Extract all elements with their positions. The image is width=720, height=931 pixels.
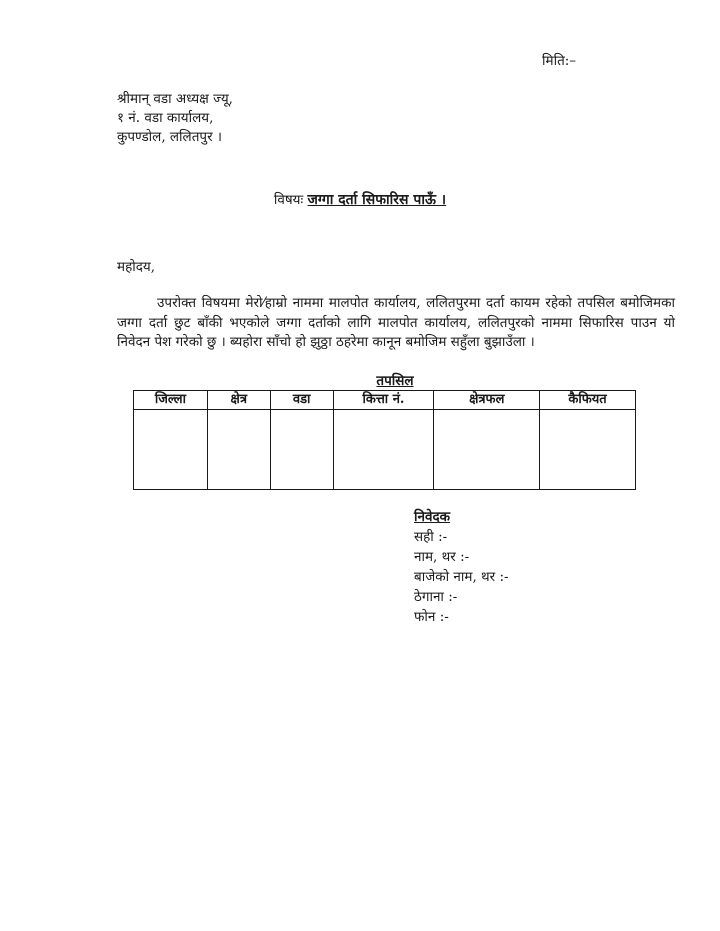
land-detail-table [133, 390, 636, 490]
table-row [134, 410, 636, 490]
recipient-line-1: श्रीमान् वडा अध्यक्ष ज्यू, [117, 91, 233, 107]
applicant-block [414, 508, 509, 628]
table-cell [434, 410, 540, 490]
table-cell [270, 410, 333, 490]
recipient-line-3: कुपण्डोल, ललितपुर । [117, 129, 222, 145]
applicant-phone: फोन :- [414, 609, 449, 625]
subject-label: विषयः [273, 192, 304, 208]
subject-text: जग्गा दर्ता सिफारिस पाऊँ । [307, 192, 447, 208]
table-title: तपसिल [376, 373, 414, 389]
table-header-row [134, 391, 636, 410]
column-header-remarks: कैफियत [540, 391, 636, 410]
column-header-ward: वडा [270, 391, 333, 410]
subject-line [0, 191, 720, 209]
recipient-address [117, 90, 233, 147]
column-header-district: जिल्ला [134, 391, 208, 410]
applicant-signature: सही :- [414, 529, 448, 545]
table-cell [333, 410, 434, 490]
column-header-land-size: क्षेत्रफल [434, 391, 540, 410]
applicant-heading: निवेदक [414, 509, 451, 525]
applicant-name: नाम, थर :- [414, 549, 470, 565]
body-paragraph: उपरोक्त विषयमा मेरो⁄हाम्रो नाममा मालपोत कार्यालय, ललितपुरमा दर्ता कायम रहेको तपसिल बमोजिमका जग्गा दर्ता छुट बाँकी भएकोले जग्गा दर्ताको लागि मालपोत कार्यालय, ललितपुरको नाममा सिफारिस पाउन यो निवेदन पेश गरेको छु । ब्यहोरा साँचो हो झुठ्ठा ठहरेमा कानून बमोजिम सहुँला बुझाउँला । [117, 295, 675, 350]
column-header-area: क्षेत्र [207, 391, 270, 410]
salutation: महोदय, [117, 259, 156, 275]
recipient-line-2: १ नं. वडा कार्यालय, [117, 110, 214, 126]
date-label: मिति:– [542, 53, 577, 69]
table-cell [540, 410, 636, 490]
column-header-plot-number: कित्ता नं. [333, 391, 434, 410]
applicant-grandfather-name: बाजेको नाम, थर :- [414, 569, 509, 585]
table-cell [207, 410, 270, 490]
applicant-address: ठेगाना :- [414, 589, 458, 605]
table-cell [134, 410, 208, 490]
